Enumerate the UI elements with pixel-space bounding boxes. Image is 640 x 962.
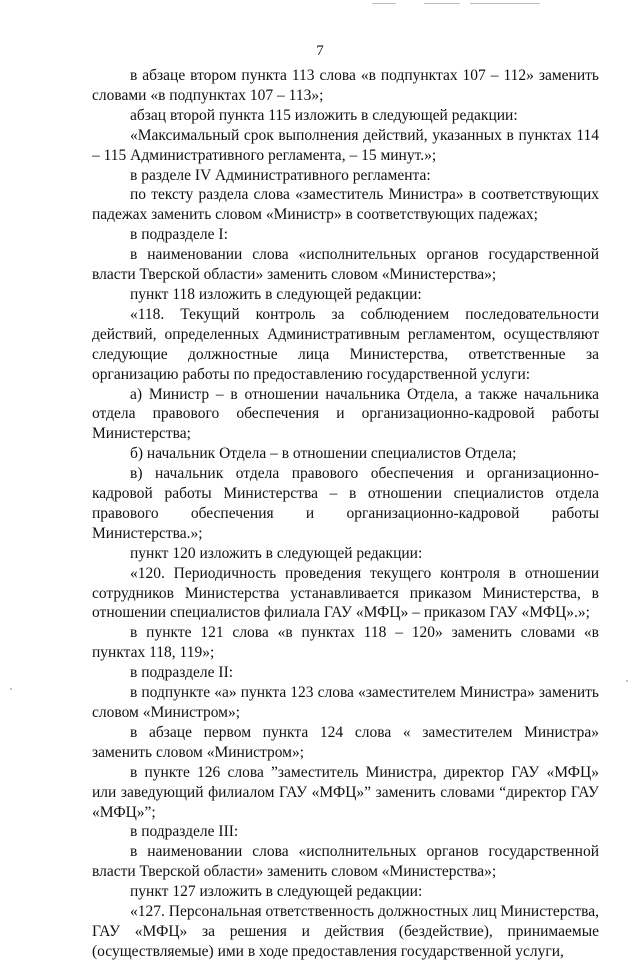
paragraph: абзац второй пункта 115 изложить в следующей редакции: (130, 106, 518, 124)
paragraph: пункт 118 изложить в следующей редакции: (130, 285, 422, 303)
paragraph: в подпункте «а» пункта 123 слова «заместителем Министра» заменить словом «Министром»; (92, 684, 599, 721)
paragraph: в пункте 126 слова ”заместитель Министра, директор ГАУ «МФЦ» или заведующий филиалом ГАУ «МФЦ»” заменить словами “директор ГАУ «МФЦ»”; (92, 763, 599, 821)
paragraph: пункт 120 изложить в следующей редакции: (130, 544, 423, 562)
paragraph: в подразделе III: (130, 823, 239, 841)
paragraph: в подразделе I: (130, 226, 228, 244)
scan-artifact (424, 3, 460, 4)
paragraph: а) Министр – в отношении начальника Отдела, а также начальника отдела правового обеспечения и организационно-кадровой работы Министерства; (92, 385, 599, 443)
scan-artifact (470, 3, 540, 4)
paragraph: в абзаце втором пункта 113 слова «в подпунктах 107 – 112» заменить словами «в подпунктах 107 – 113»; (92, 67, 599, 104)
paragraph: в) начальник отдела правового обеспечения и организационно-кадровой работы Министерства – в отношении специалистов отдела правового обеспечения и организационно-кадровой работы Министерства.»; (92, 465, 599, 542)
paragraph: «120. Периодичность проведения текущего контроля в отношении сотрудников Министерства устанавливается приказом Министерства, в отношении специалистов филиала ГАУ «МФЦ» – приказом ГАУ «МФЦ».»; (92, 564, 599, 622)
paragraph: «127. Персональная ответственность должностных лиц Министерства, ГАУ «МФЦ» за решения и действия (бездействие), принимаемые (осуществляемые) ими в ходе предоставления государственной услуги, (92, 903, 599, 960)
paragraph: «Максимальный срок выполнения действий, указанных в пунктах 114 – 115 Административного регламента, – 15 минут.»; (92, 126, 599, 164)
paragraph: б) начальник Отдела – в отношении специалистов Отдела; (130, 445, 517, 463)
page-number: 7 (316, 43, 324, 59)
paragraph: в подразделе II: (130, 664, 234, 682)
scan-artifact (626, 680, 628, 682)
paragraph: в наименовании слова «исполнительных органов государственной власти Тверской области» заменить словом «Министерства»; (92, 843, 599, 881)
scan-artifact (10, 688, 12, 690)
paragraph: «118. Текущий контроль за соблюдением последовательности действий, определенных Административным регламентом, осуществляют следующие должностные лица Министерства, ответственные за организацию работы по предоставлению государственной услуги: (92, 305, 599, 383)
paragraph: пункт 127 изложить в следующей редакции: (130, 883, 423, 901)
paragraph: по тексту раздела слова «заместитель Министра» в соответствующих падежах заменить словом «Министр» в соответствующих падежах; (92, 186, 599, 224)
paragraph: в разделе IV Административного регламента: (130, 166, 431, 184)
paragraph: в пункте 121 слова «в пунктах 118 – 120» заменить словами «в пунктах 118, 119»; (92, 624, 599, 662)
scan-artifact (372, 3, 396, 4)
paragraph: в наименовании слова «исполнительных органов государственной власти Тверской области» заменить словом «Министерства»; (92, 246, 599, 284)
document-body (92, 66, 599, 962)
paragraph: в абзаце первом пункта 124 слова « заместителем Министра» заменить словом «Министром»; (92, 723, 599, 761)
